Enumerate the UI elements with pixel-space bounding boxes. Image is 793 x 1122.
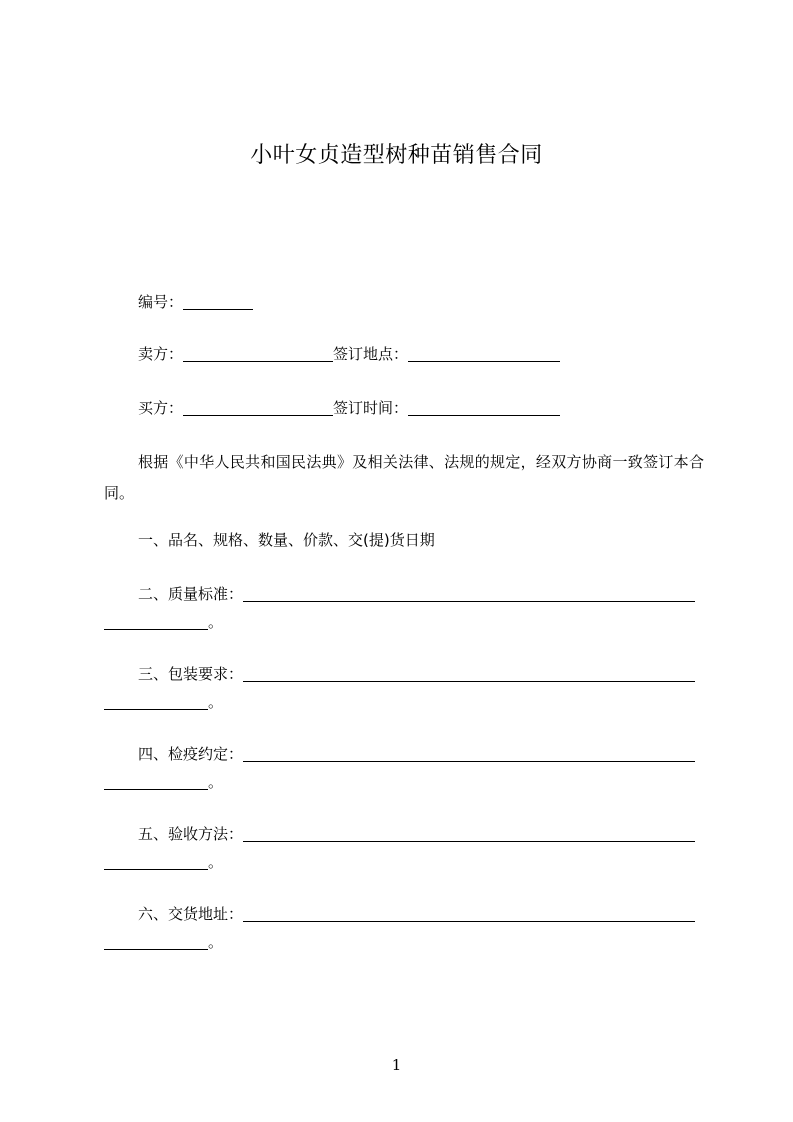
section-4-continuation xyxy=(104,770,223,793)
section-4-row xyxy=(138,742,695,765)
section-5-row xyxy=(138,822,695,845)
seller-blank xyxy=(183,345,333,362)
section-6-end: 。 xyxy=(208,933,224,951)
section-5-end: 。 xyxy=(208,853,224,871)
section-4-end: 。 xyxy=(208,773,224,791)
section-6-blank xyxy=(243,905,695,922)
section-4-blank-cont xyxy=(104,773,208,790)
section-4-blank xyxy=(243,745,695,762)
section-3-continuation xyxy=(104,690,223,713)
section-2-row xyxy=(138,582,695,605)
section-2-label: 二、质量标准： xyxy=(138,585,244,603)
contract-number-blank xyxy=(183,293,253,310)
section-1-heading: 一、品名、规格、数量、价款、交(提)货日期 xyxy=(138,531,435,549)
section-3-label: 三、包装要求： xyxy=(138,665,244,683)
contract-title: 小叶女贞造型树种苗销售合同 xyxy=(250,143,543,168)
sign-place-blank xyxy=(408,345,560,362)
contract-number-label: 编号： xyxy=(138,293,184,311)
seller-row xyxy=(138,342,560,365)
section-3-end: 。 xyxy=(208,693,224,711)
buyer-row xyxy=(138,396,560,419)
section-6-row xyxy=(138,902,695,925)
section-6-label: 六、交货地址： xyxy=(138,905,244,923)
page-number: 1 xyxy=(391,1056,402,1074)
sign-place-label: 签订地点： xyxy=(333,345,409,363)
section-5-blank-cont xyxy=(104,853,208,870)
section-5-continuation xyxy=(104,850,223,873)
section-2-blank xyxy=(243,585,695,602)
intro-paragraph: 根据《中华人民共和国民法典》及相关法律、法规的规定，经双方协商一致签订本合同。 xyxy=(104,453,704,502)
section-6-continuation xyxy=(104,930,223,953)
section-2-blank-cont xyxy=(104,613,208,630)
section-2-continuation xyxy=(104,610,223,633)
section-3-blank-cont xyxy=(104,693,208,710)
section-5-blank xyxy=(243,825,695,842)
section-6-blank-cont xyxy=(104,933,208,950)
contract-number-row xyxy=(138,290,253,313)
buyer-blank xyxy=(183,399,333,416)
section-2-end: 。 xyxy=(208,613,224,631)
section-5-label: 五、验收方法： xyxy=(138,825,244,843)
sign-time-blank xyxy=(408,399,560,416)
section-3-blank xyxy=(243,665,695,682)
buyer-label: 买方： xyxy=(138,399,184,417)
seller-label: 卖方： xyxy=(138,345,184,363)
sign-time-label: 签订时间： xyxy=(333,399,409,417)
section-3-row xyxy=(138,662,695,685)
section-4-label: 四、检疫约定： xyxy=(138,745,244,763)
